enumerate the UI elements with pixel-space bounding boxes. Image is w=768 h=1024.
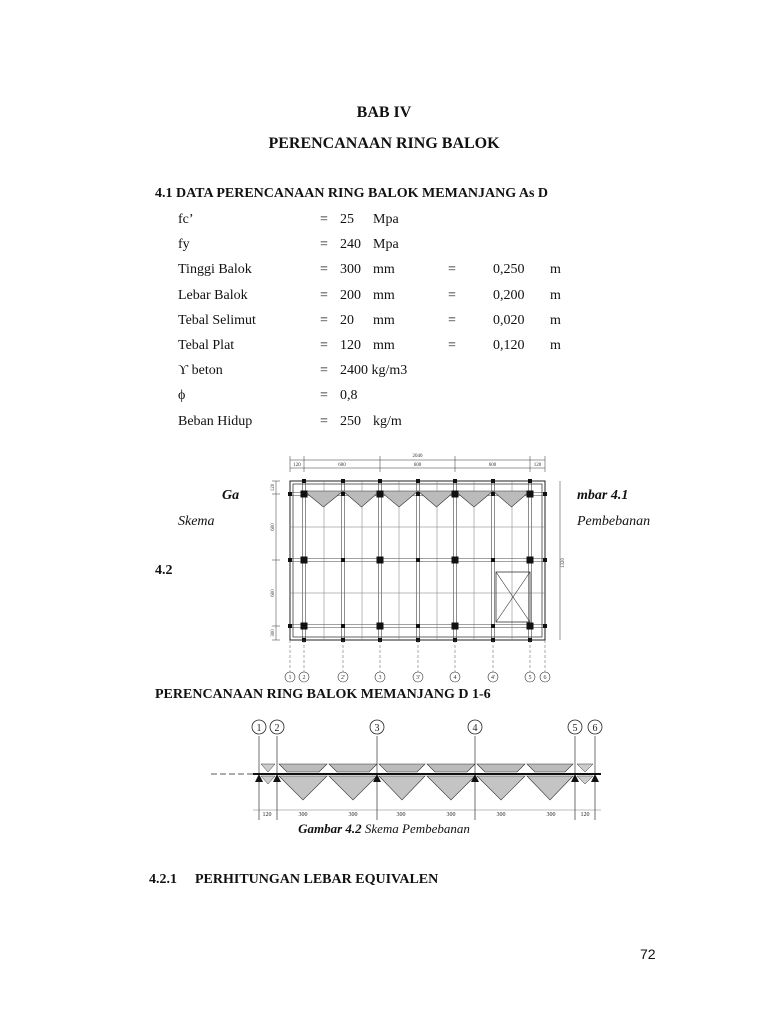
plan-axis-label: 4 [453, 675, 457, 681]
data-row-unit-2: m [550, 338, 561, 353]
plan-column [452, 557, 459, 564]
floor-plan-diagram [268, 448, 568, 688]
plan-column [416, 479, 420, 483]
plan-axis-label: 4' [490, 675, 496, 681]
plan-column [341, 492, 345, 496]
beam-load-trapezoid [379, 764, 425, 772]
beam-dim-label: 300 [348, 812, 358, 818]
plan-total-dim: 2040 [412, 454, 423, 459]
data-row-unit: mm [373, 287, 395, 303]
plan-load-triangle [493, 491, 530, 507]
plan-top-dim: 600 [488, 463, 497, 468]
plan-column [377, 491, 384, 498]
beam-support [273, 774, 281, 782]
beam-load-triangle [527, 776, 573, 800]
data-row-value: 300 [340, 262, 361, 278]
plan-axis-label: 6 [543, 675, 547, 681]
plan-column [491, 624, 495, 628]
data-row-unit: mm [373, 262, 395, 278]
data-row-eq: = [320, 262, 328, 278]
beam-axis-label: 3 [374, 723, 380, 734]
plan-top-dim: 120 [293, 463, 301, 468]
section-4-2-1-number: 4.2.1 [149, 872, 177, 887]
plan-left-dim: 120 [271, 483, 276, 492]
plan-load-triangle [304, 491, 343, 507]
beam-dim-label: 300 [446, 812, 456, 818]
plan-column [288, 558, 292, 562]
beam-load-small [577, 764, 593, 772]
data-row-name: Tebal Plat [178, 338, 235, 353]
beam-axis-label: 1 [256, 723, 262, 734]
data-row-eq: = [320, 338, 328, 353]
data-row-value: 120 [340, 338, 361, 353]
beam-load-triangle [329, 776, 377, 800]
beam-axis-label: 2 [274, 723, 280, 734]
figure-4-2-label: Gambar 4.2 [298, 821, 362, 836]
plan-column [416, 558, 420, 562]
data-row-value-2: 0,120 [493, 338, 525, 353]
beam-axis-label: 4 [472, 723, 478, 734]
plan-column [301, 491, 308, 498]
data-row-unit: Mpa [373, 237, 399, 253]
plan-load-triangle [343, 491, 380, 507]
data-row-unit: Mpa [373, 212, 399, 227]
chapter-title: PERENCANAAN RING BALOK [268, 135, 500, 152]
figure-4-2-text: Skema Pembebanan [361, 821, 470, 836]
plan-column [491, 492, 495, 496]
beam-load-small [261, 764, 275, 772]
data-row-unit: mm [373, 312, 395, 328]
plan-column [453, 479, 457, 483]
plan-column [452, 491, 459, 498]
plan-top-dim: 600 [413, 463, 422, 468]
beam-load-trapezoid [527, 764, 573, 772]
beam-load-triangle [279, 776, 327, 800]
section-4-2-1-heading: PERHITUNGAN LEBAR EQUIVALEN [195, 872, 439, 887]
data-row-value-2: 0,200 [493, 287, 525, 303]
plan-column [288, 624, 292, 628]
beam-dim-label: 300 [396, 812, 406, 818]
data-row-name: fc’ [178, 212, 194, 227]
page-number: 72 [640, 946, 656, 962]
figure-4-2-caption [0, 821, 768, 837]
plan-axis-label: 3 [378, 675, 382, 681]
plan-column [543, 558, 547, 562]
data-row-value: 250 [340, 413, 361, 429]
beam-dim-label: 300 [298, 812, 308, 818]
figure-4-1-caption-left: Ga [222, 488, 240, 503]
plan-column [527, 623, 534, 630]
plan-column [543, 624, 547, 628]
data-row-value-2: 0,250 [493, 262, 525, 278]
data-row-unit: kg/m [373, 413, 402, 429]
plan-load-triangle [455, 491, 493, 507]
beam-axis-label: 6 [592, 723, 598, 734]
data-row-name: Beban Hidup [178, 413, 253, 429]
plan-column [527, 491, 534, 498]
plan-column [416, 492, 420, 496]
plan-top-dim: 120 [533, 463, 542, 468]
beam-load-diagram [205, 712, 615, 820]
data-row-eq-2: = [448, 287, 456, 303]
plan-column [528, 479, 532, 483]
data-row-value: 0,8 [340, 388, 358, 404]
beam-load-triangle [427, 776, 475, 800]
plan-top-dim: 600 [338, 463, 346, 468]
beam-load-trapezoid [477, 764, 525, 772]
beam-load-triangle [379, 776, 425, 800]
plan-column [378, 479, 382, 483]
plan-left-dim: 300 [271, 629, 276, 637]
data-row-value: 20 [340, 312, 354, 328]
beam-dim-label: 300 [496, 812, 506, 818]
plan-column [543, 492, 547, 496]
plan-axis-label: 5 [528, 675, 532, 681]
plan-column [452, 623, 459, 630]
plan-load-triangle [380, 491, 418, 507]
beam-load-trapezoid [279, 764, 327, 772]
section-4-2-heading: PERENCANAAN RING BALOK MEMANJANG D 1-6 [155, 687, 491, 702]
data-row-eq: = [320, 413, 328, 429]
data-row-eq-2: = [448, 338, 456, 353]
plan-left-dim: 600 [271, 523, 276, 531]
data-row-value: 2400 kg/m3 [340, 363, 408, 379]
plan-column [377, 557, 384, 564]
plan-axis-label: 2' [340, 675, 346, 681]
data-row-name: fy [178, 237, 190, 253]
beam-dim-label: 120 [580, 812, 590, 818]
data-row-eq: = [320, 212, 328, 227]
data-row-value: 25 [340, 212, 354, 227]
figure-4-1-caption-pembebanan: Pembebanan [577, 514, 651, 529]
data-row-eq-2: = [448, 312, 456, 328]
plan-column [302, 479, 306, 483]
data-row-name: ϒ beton [178, 363, 223, 379]
plan-column [527, 557, 534, 564]
figure-4-1-caption-right: mbar 4.1 [577, 488, 629, 503]
data-row-unit-2: m [550, 262, 561, 278]
data-row-name: Lebar Balok [178, 287, 248, 303]
beam-axis-label: 5 [572, 723, 578, 734]
beam-support [255, 774, 263, 782]
data-row-name: Tinggi Balok [178, 262, 252, 278]
beam-dim-label: 120 [262, 812, 272, 818]
data-row-unit: mm [373, 338, 395, 353]
figure-4-1-caption-skema: Skema [178, 514, 215, 529]
plan-column [377, 623, 384, 630]
data-row-eq: = [320, 287, 328, 303]
beam-load-small [577, 776, 593, 784]
data-row-value-2: 0,020 [493, 312, 525, 328]
plan-axis-label: 1 [288, 675, 292, 681]
plan-load-triangle [418, 491, 455, 507]
beam-load-trapezoid [329, 764, 377, 772]
plan-column [341, 624, 345, 628]
plan-column [491, 558, 495, 562]
plan-right-dim: 1320 [561, 558, 566, 568]
beam-support [591, 774, 599, 782]
section-4-2-number: 4.2 [155, 563, 173, 578]
section-4-1-heading: 4.1 DATA PERENCANAAN RING BALOK MEMANJANG As D [155, 186, 549, 201]
plan-column [491, 479, 495, 483]
plan-column [301, 623, 308, 630]
data-row-eq: = [320, 312, 328, 328]
beam-load-small [261, 776, 275, 784]
data-row-value: 200 [340, 287, 361, 303]
plan-column [288, 492, 292, 496]
plan-axis-label: 3' [415, 675, 421, 681]
plan-left-dim: 600 [271, 589, 276, 597]
data-row-eq: = [320, 237, 328, 253]
data-row-eq: = [320, 363, 328, 379]
plan-column [341, 558, 345, 562]
data-row-eq: = [320, 388, 328, 404]
data-row-name: ϕ [178, 388, 186, 404]
data-row-unit-2: m [550, 287, 561, 303]
beam-support [571, 774, 579, 782]
beam-load-triangle [477, 776, 525, 800]
plan-column [301, 557, 308, 564]
plan-axis-label: 2 [302, 675, 306, 681]
plan-column [416, 624, 420, 628]
beam-dim-label: 300 [546, 812, 556, 818]
data-row-unit-2: m [550, 312, 561, 328]
data-row-eq-2: = [448, 262, 456, 278]
data-row-name: Tebal Selimut [178, 312, 256, 328]
chapter-label: BAB IV [356, 104, 412, 121]
plan-column [341, 479, 345, 483]
data-row-value: 240 [340, 237, 361, 253]
beam-load-trapezoid [427, 764, 475, 772]
